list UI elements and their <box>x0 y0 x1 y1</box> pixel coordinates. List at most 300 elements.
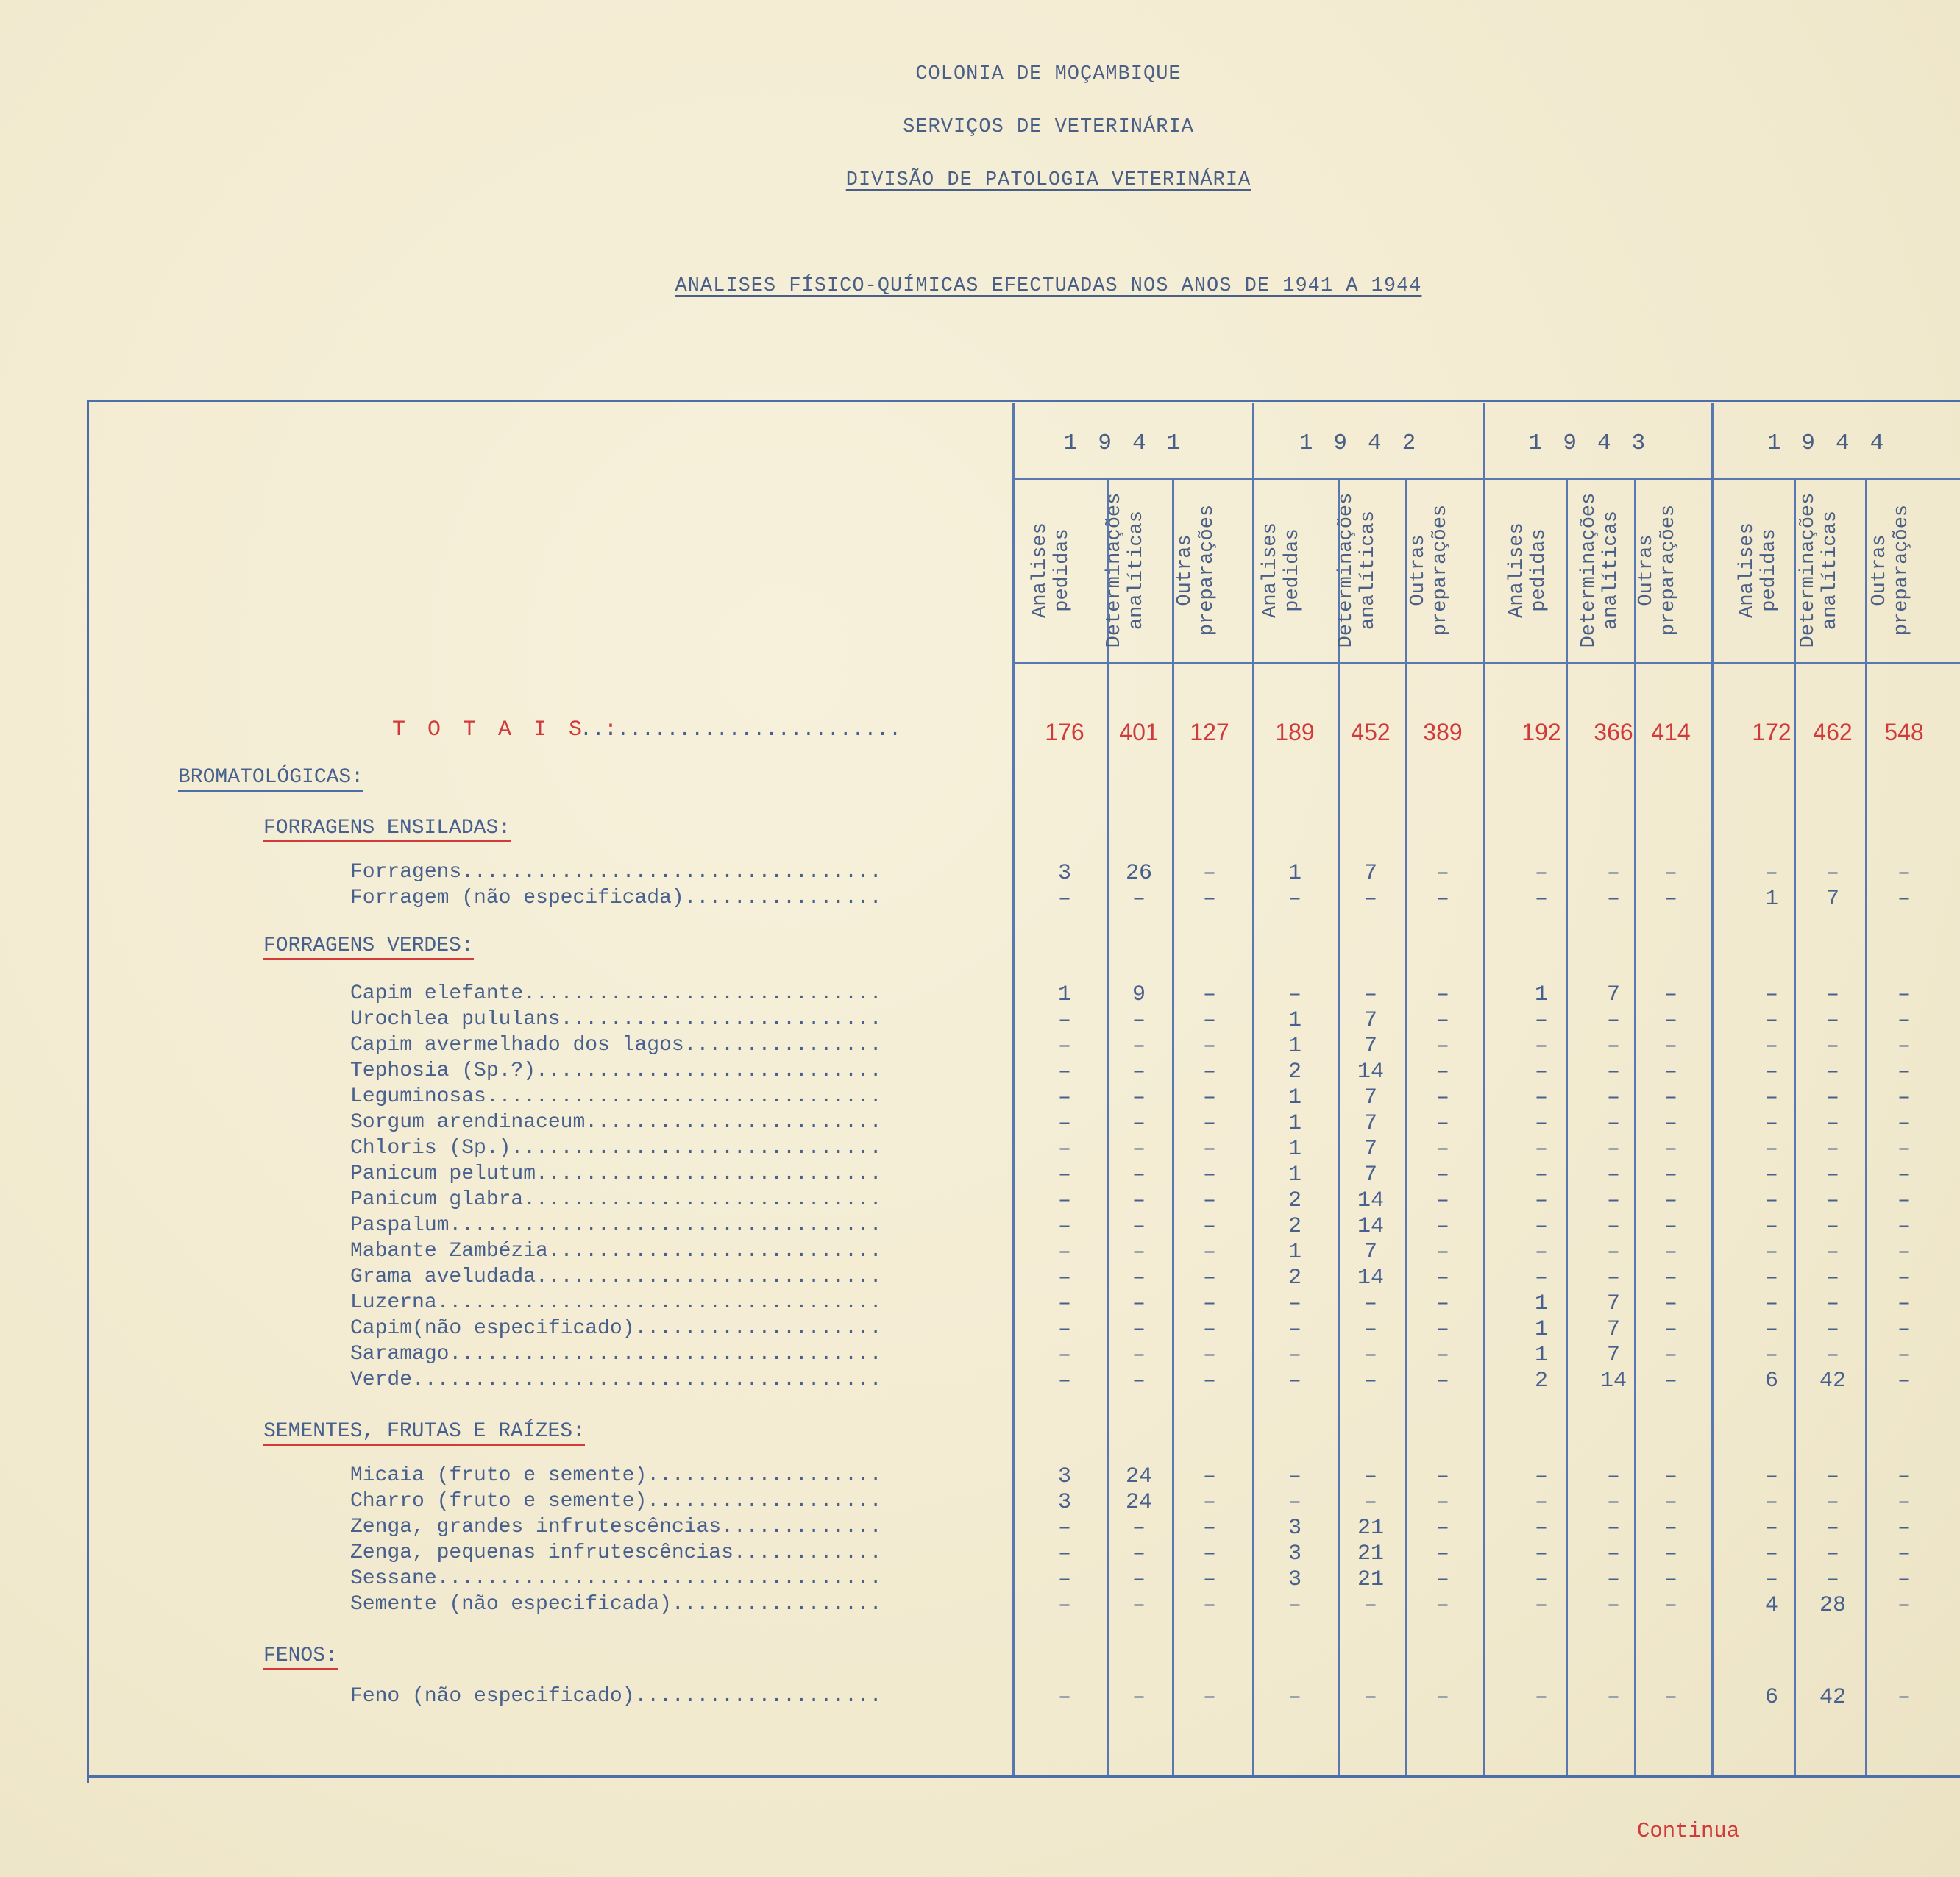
continua-note: Continua <box>1637 1819 1740 1843</box>
column-header-line: Outras <box>1869 534 1891 606</box>
row-value: 1 <box>1288 1111 1302 1136</box>
row-value: – <box>1435 1214 1449 1239</box>
table-left-border <box>87 400 89 1783</box>
row-value: – <box>1202 1369 1216 1394</box>
row-label: Paspalum................................... <box>350 1214 882 1237</box>
row-value: – <box>1288 1490 1302 1515</box>
row-value: 3 <box>1057 1490 1071 1515</box>
row-value: – <box>1897 1163 1911 1188</box>
row-value: – <box>1825 1266 1839 1291</box>
totals-dots: .......................... <box>580 719 901 742</box>
row-label: Sessane.................................... <box>350 1567 882 1590</box>
row-value: – <box>1132 1685 1146 1710</box>
row-value: – <box>1606 1060 1620 1085</box>
row-value: – <box>1764 1034 1778 1059</box>
row-value: 3 <box>1057 1464 1071 1489</box>
row-value: – <box>1363 982 1377 1007</box>
row-value: – <box>1663 1085 1677 1110</box>
row-value: 9 <box>1132 982 1146 1007</box>
row-value: – <box>1606 1008 1620 1033</box>
row-value: – <box>1435 1034 1449 1059</box>
section-heading <box>263 1644 338 1667</box>
row-value: – <box>1202 1490 1216 1515</box>
row-value: – <box>1435 1240 1449 1265</box>
row-value: – <box>1132 1343 1146 1368</box>
column-header-line: Outras <box>1407 534 1430 606</box>
row-value: – <box>1057 1516 1071 1541</box>
row-label: Panicum glabra............................. <box>350 1188 882 1211</box>
row-value: – <box>1363 1685 1377 1710</box>
row-value: – <box>1363 1490 1377 1515</box>
row-value: – <box>1825 1188 1839 1213</box>
row-value: – <box>1663 1008 1677 1033</box>
row-value: – <box>1057 1085 1071 1110</box>
row-value: – <box>1897 1060 1911 1085</box>
row-value: – <box>1202 1266 1216 1291</box>
row-value: 3 <box>1288 1516 1302 1541</box>
row-value: 2 <box>1534 1369 1548 1394</box>
row-value: 7 <box>1606 1317 1620 1342</box>
column-divider-line <box>1405 480 1407 1775</box>
row-value: – <box>1435 1516 1449 1541</box>
row-value: – <box>1663 1343 1677 1368</box>
row-value: – <box>1534 1188 1548 1213</box>
year-header: 1942 <box>1299 430 1437 456</box>
row-value: 6 <box>1764 1685 1778 1710</box>
row-value: – <box>1288 1369 1302 1394</box>
section-heading <box>263 934 474 957</box>
row-value: – <box>1897 1567 1911 1592</box>
row-value: – <box>1764 1541 1778 1566</box>
section-heading-text: SEMENTES, FRUTAS E RAÍZES: <box>263 1420 585 1446</box>
total-value: 452 <box>1351 719 1391 745</box>
row-value: – <box>1435 1060 1449 1085</box>
row-value: – <box>1534 1464 1548 1489</box>
row-value: – <box>1057 1266 1071 1291</box>
year-header-rule <box>1012 478 1960 480</box>
row-label: Luzerna.................................... <box>350 1291 882 1314</box>
total-value: 462 <box>1813 719 1853 745</box>
row-value: – <box>1202 1516 1216 1541</box>
column-header-line: Analises <box>1260 522 1282 618</box>
column-header-line: analíticas <box>1600 510 1622 631</box>
total-value: 414 <box>1651 719 1691 745</box>
row-value: – <box>1663 887 1677 912</box>
row-value: – <box>1663 1111 1677 1136</box>
row-value: – <box>1764 982 1778 1007</box>
row-value: – <box>1897 1490 1911 1515</box>
row-value: – <box>1288 1291 1302 1316</box>
row-value: 24 <box>1125 1490 1152 1515</box>
row-value: – <box>1663 1266 1677 1291</box>
row-value: 1 <box>1288 1240 1302 1265</box>
column-header <box>1104 482 1174 659</box>
row-value: – <box>1606 1541 1620 1566</box>
row-value: – <box>1057 1369 1071 1394</box>
column-header-line: Analises <box>1506 522 1528 618</box>
row-value: – <box>1202 1214 1216 1239</box>
row-value: – <box>1764 1137 1778 1162</box>
row-value: – <box>1897 1317 1911 1342</box>
row-value: 7 <box>1363 1085 1377 1110</box>
row-label: Capim avermelhado dos lagos................ <box>350 1034 882 1057</box>
row-value: – <box>1057 1317 1071 1342</box>
row-value: – <box>1202 1541 1216 1566</box>
total-value: 176 <box>1045 719 1084 745</box>
year-divider-line <box>1711 403 1714 1775</box>
column-header-line: preparações <box>1196 504 1218 636</box>
row-value: 3 <box>1288 1567 1302 1592</box>
row-value: – <box>1663 1137 1677 1162</box>
row-value: – <box>1663 1369 1677 1394</box>
row-value: – <box>1825 1541 1839 1566</box>
row-value: 4 <box>1764 1593 1778 1618</box>
row-value: – <box>1825 1464 1839 1489</box>
row-value: – <box>1825 1490 1839 1515</box>
row-value: – <box>1057 887 1071 912</box>
section-heading-text: FORRAGENS VERDES: <box>263 934 474 960</box>
row-label: Feno (não especificado).................... <box>350 1685 882 1708</box>
row-value: – <box>1606 1240 1620 1265</box>
row-value: – <box>1435 1369 1449 1394</box>
row-value: – <box>1897 1291 1911 1316</box>
year-header: 1943 <box>1528 430 1666 456</box>
row-value: – <box>1534 1034 1548 1059</box>
row-value: – <box>1764 1266 1778 1291</box>
row-value: – <box>1435 1567 1449 1592</box>
row-value: 1 <box>1534 1343 1548 1368</box>
row-value: 26 <box>1125 861 1152 886</box>
row-value: – <box>1663 982 1677 1007</box>
row-label: Forragem (não especificada)................ <box>350 887 882 909</box>
row-value: – <box>1606 1685 1620 1710</box>
row-value: – <box>1435 861 1449 886</box>
row-value: – <box>1534 1111 1548 1136</box>
row-value: 28 <box>1819 1593 1846 1618</box>
row-value: 6 <box>1764 1369 1778 1394</box>
column-header <box>1869 482 1939 659</box>
row-value: – <box>1663 1317 1677 1342</box>
row-value: – <box>1202 1034 1216 1059</box>
row-value: – <box>1202 1317 1216 1342</box>
row-value: – <box>1663 1240 1677 1265</box>
row-value: – <box>1288 887 1302 912</box>
total-value: 401 <box>1119 719 1159 745</box>
row-label: Forragens.................................. <box>350 861 882 884</box>
row-value: 3 <box>1057 861 1071 886</box>
row-value: – <box>1202 1567 1216 1592</box>
row-value: – <box>1897 1593 1911 1618</box>
row-value: – <box>1897 1214 1911 1239</box>
row-value: – <box>1764 1240 1778 1265</box>
row-value: – <box>1606 1214 1620 1239</box>
table-bottom-border <box>87 1775 1960 1778</box>
row-value: 7 <box>1363 1111 1377 1136</box>
row-value: – <box>1825 861 1839 886</box>
row-label: Sorgum arendinaceum........................ <box>350 1111 882 1134</box>
column-header-line: pedidas <box>1528 528 1550 612</box>
row-value: – <box>1663 1214 1677 1239</box>
row-value: – <box>1132 1369 1146 1394</box>
row-value: – <box>1534 1490 1548 1515</box>
row-value: – <box>1606 1490 1620 1515</box>
row-value: – <box>1435 1266 1449 1291</box>
year-divider-line <box>1012 403 1015 1775</box>
row-value: 21 <box>1357 1541 1384 1566</box>
row-value: – <box>1132 1008 1146 1033</box>
row-value: 24 <box>1125 1464 1152 1489</box>
row-value: – <box>1825 1137 1839 1162</box>
row-value: – <box>1202 1163 1216 1188</box>
row-value: – <box>1132 1567 1146 1592</box>
row-value: – <box>1202 1060 1216 1085</box>
row-value: 1 <box>1288 1163 1302 1188</box>
column-header-rule <box>1012 662 1960 664</box>
section-heading <box>263 1420 585 1443</box>
row-value: – <box>1897 861 1911 886</box>
row-value: 7 <box>1363 1240 1377 1265</box>
column-header-line: analíticas <box>1126 510 1148 631</box>
row-value: – <box>1764 1214 1778 1239</box>
row-value: – <box>1534 1214 1548 1239</box>
row-value: – <box>1663 1464 1677 1489</box>
row-value: – <box>1435 1137 1449 1162</box>
row-value: – <box>1132 1188 1146 1213</box>
row-value: – <box>1435 1188 1449 1213</box>
row-value: – <box>1057 1593 1071 1618</box>
total-value: 172 <box>1752 719 1792 745</box>
document-title: ANALISES FÍSICO-QUÍMICAS EFECTUADAS NOS ANOS DE 1941 A 1944 <box>675 275 1422 297</box>
row-value: – <box>1897 1085 1911 1110</box>
row-value: – <box>1057 1291 1071 1316</box>
row-value: – <box>1825 1516 1839 1541</box>
row-value: – <box>1435 1541 1449 1566</box>
section-heading <box>263 817 511 840</box>
row-value: 7 <box>1825 887 1839 912</box>
column-header-line: pedidas <box>1051 528 1073 612</box>
row-value: 14 <box>1357 1214 1384 1239</box>
row-value: – <box>1534 1593 1548 1618</box>
row-label: Saramago................................... <box>350 1343 882 1366</box>
row-value: – <box>1534 1240 1548 1265</box>
row-value: – <box>1764 1111 1778 1136</box>
row-value: – <box>1897 1240 1911 1265</box>
row-value: – <box>1202 1111 1216 1136</box>
row-value: – <box>1435 1085 1449 1110</box>
row-value: – <box>1606 1593 1620 1618</box>
row-value: – <box>1825 1060 1839 1085</box>
row-value: – <box>1825 982 1839 1007</box>
row-value: – <box>1132 1214 1146 1239</box>
row-value: – <box>1435 1008 1449 1033</box>
row-value: – <box>1897 1464 1911 1489</box>
row-value: – <box>1534 1685 1548 1710</box>
section-heading-text: FORRAGENS ENSILADAS: <box>263 817 511 842</box>
row-label: Capim elefante............................. <box>350 982 882 1005</box>
column-header-line: Outras <box>1174 534 1196 606</box>
row-label: Tephosia (Sp.?)............................ <box>350 1060 882 1082</box>
totals-label: T O T A I S : <box>392 717 622 742</box>
row-value: – <box>1897 1685 1911 1710</box>
row-value: – <box>1057 1111 1071 1136</box>
column-header <box>1029 482 1100 659</box>
column-header-line: Analises <box>1736 522 1758 618</box>
row-value: – <box>1057 1214 1071 1239</box>
row-label: Mabante Zambézia........................... <box>350 1240 882 1263</box>
row-value: 1 <box>1057 982 1071 1007</box>
total-value: 366 <box>1594 719 1633 745</box>
row-value: 1 <box>1534 982 1548 1007</box>
row-value: – <box>1764 1060 1778 1085</box>
row-value: 7 <box>1363 1163 1377 1188</box>
row-value: – <box>1435 1111 1449 1136</box>
row-value: – <box>1606 1266 1620 1291</box>
row-value: 7 <box>1606 982 1620 1007</box>
row-value: 2 <box>1288 1266 1302 1291</box>
row-value: 7 <box>1363 1034 1377 1059</box>
row-value: – <box>1132 1060 1146 1085</box>
column-header-line: preparações <box>1658 504 1680 636</box>
column-header <box>1260 482 1330 659</box>
year-divider-line <box>1252 403 1254 1775</box>
row-label: Charro (fruto e semente)................... <box>350 1490 882 1513</box>
row-value: – <box>1825 1163 1839 1188</box>
row-value: – <box>1606 1085 1620 1110</box>
row-value: – <box>1534 1085 1548 1110</box>
row-label: Zenga, pequenas infrutescências............ <box>350 1541 882 1564</box>
row-value: 7 <box>1363 1008 1377 1033</box>
row-label: Panicum pelutum............................ <box>350 1163 882 1185</box>
row-value: – <box>1202 1240 1216 1265</box>
row-value: 7 <box>1363 1137 1377 1162</box>
row-value: – <box>1363 1593 1377 1618</box>
row-value: – <box>1534 1137 1548 1162</box>
row-value: – <box>1132 1516 1146 1541</box>
column-header-line: Outras <box>1636 534 1658 606</box>
column-header-line: preparações <box>1430 504 1452 636</box>
row-value: – <box>1057 1163 1071 1188</box>
row-value: – <box>1202 1137 1216 1162</box>
row-value: 1 <box>1534 1291 1548 1316</box>
row-label: Zenga, grandes infrutescências............. <box>350 1516 882 1539</box>
total-value: 127 <box>1190 719 1229 745</box>
row-value: – <box>1202 1464 1216 1489</box>
row-value: – <box>1825 1034 1839 1059</box>
header-division: DIVISÃO DE PATOLOGIA VETERINÁRIA <box>845 169 1251 191</box>
row-value: 1 <box>1288 861 1302 886</box>
row-value: – <box>1435 1343 1449 1368</box>
row-value: – <box>1534 1008 1548 1033</box>
row-value: – <box>1534 861 1548 886</box>
row-value: – <box>1897 887 1911 912</box>
row-value: – <box>1764 1291 1778 1316</box>
row-value: – <box>1663 1567 1677 1592</box>
column-header <box>1636 482 1706 659</box>
row-value: – <box>1202 1685 1216 1710</box>
column-header-line: analíticas <box>1357 510 1380 631</box>
total-value: 389 <box>1423 719 1463 745</box>
column-header <box>1335 482 1406 659</box>
row-value: – <box>1057 1567 1071 1592</box>
row-value: 3 <box>1288 1541 1302 1566</box>
row-value: – <box>1764 1188 1778 1213</box>
row-value: – <box>1764 1343 1778 1368</box>
column-header-line: pedidas <box>1758 528 1780 612</box>
row-value: – <box>1132 1137 1146 1162</box>
row-value: – <box>1202 1008 1216 1033</box>
column-divider-line <box>1172 480 1174 1775</box>
row-value: – <box>1202 1188 1216 1213</box>
row-value: – <box>1663 1516 1677 1541</box>
row-value: – <box>1897 982 1911 1007</box>
row-value: – <box>1825 1111 1839 1136</box>
row-label: Semente (não especificada)................. <box>350 1593 882 1616</box>
row-value: – <box>1825 1567 1839 1592</box>
row-value: – <box>1057 1188 1071 1213</box>
row-value: – <box>1663 1541 1677 1566</box>
row-value: – <box>1435 982 1449 1007</box>
row-value: – <box>1435 1464 1449 1489</box>
row-value: – <box>1057 1008 1071 1033</box>
row-value: – <box>1764 1163 1778 1188</box>
row-value: – <box>1057 1137 1071 1162</box>
row-value: – <box>1363 1291 1377 1316</box>
row-value: – <box>1825 1343 1839 1368</box>
row-value: – <box>1606 1111 1620 1136</box>
row-value: – <box>1606 1188 1620 1213</box>
row-value: – <box>1435 1291 1449 1316</box>
row-value: – <box>1663 1593 1677 1618</box>
column-header-line: pedidas <box>1282 528 1304 612</box>
column-header-line: preparações <box>1891 504 1913 636</box>
row-value: – <box>1132 1240 1146 1265</box>
row-value: – <box>1132 1593 1146 1618</box>
row-value: – <box>1897 1034 1911 1059</box>
row-value: – <box>1534 1516 1548 1541</box>
row-value: – <box>1764 1490 1778 1515</box>
row-value: – <box>1288 1317 1302 1342</box>
row-value: – <box>1606 1163 1620 1188</box>
row-value: – <box>1663 1685 1677 1710</box>
year-header: 1941 <box>1063 430 1201 456</box>
row-value: 2 <box>1288 1214 1302 1239</box>
column-header-line: Determinações <box>1104 492 1126 648</box>
column-header-line: analíticas <box>1819 510 1842 631</box>
row-value: – <box>1897 1266 1911 1291</box>
row-value: – <box>1897 1343 1911 1368</box>
row-value: – <box>1363 887 1377 912</box>
total-value: 192 <box>1522 719 1561 745</box>
row-value: – <box>1202 887 1216 912</box>
row-value: – <box>1363 1317 1377 1342</box>
row-value: – <box>1202 1593 1216 1618</box>
row-value: 1 <box>1764 887 1778 912</box>
column-header-line: Determinações <box>1578 492 1600 648</box>
section-heading-text: FENOS: <box>263 1644 338 1670</box>
row-value: – <box>1132 1541 1146 1566</box>
row-value: – <box>1534 887 1548 912</box>
row-value: 7 <box>1606 1343 1620 1368</box>
row-value: – <box>1057 1240 1071 1265</box>
row-value: – <box>1764 1317 1778 1342</box>
row-label: Urochlea pululans.......................... <box>350 1008 882 1031</box>
row-value: – <box>1897 1137 1911 1162</box>
row-value: – <box>1606 861 1620 886</box>
row-value: 7 <box>1363 861 1377 886</box>
row-value: – <box>1825 1291 1839 1316</box>
row-value: – <box>1897 1369 1911 1394</box>
row-value: 42 <box>1819 1369 1846 1394</box>
